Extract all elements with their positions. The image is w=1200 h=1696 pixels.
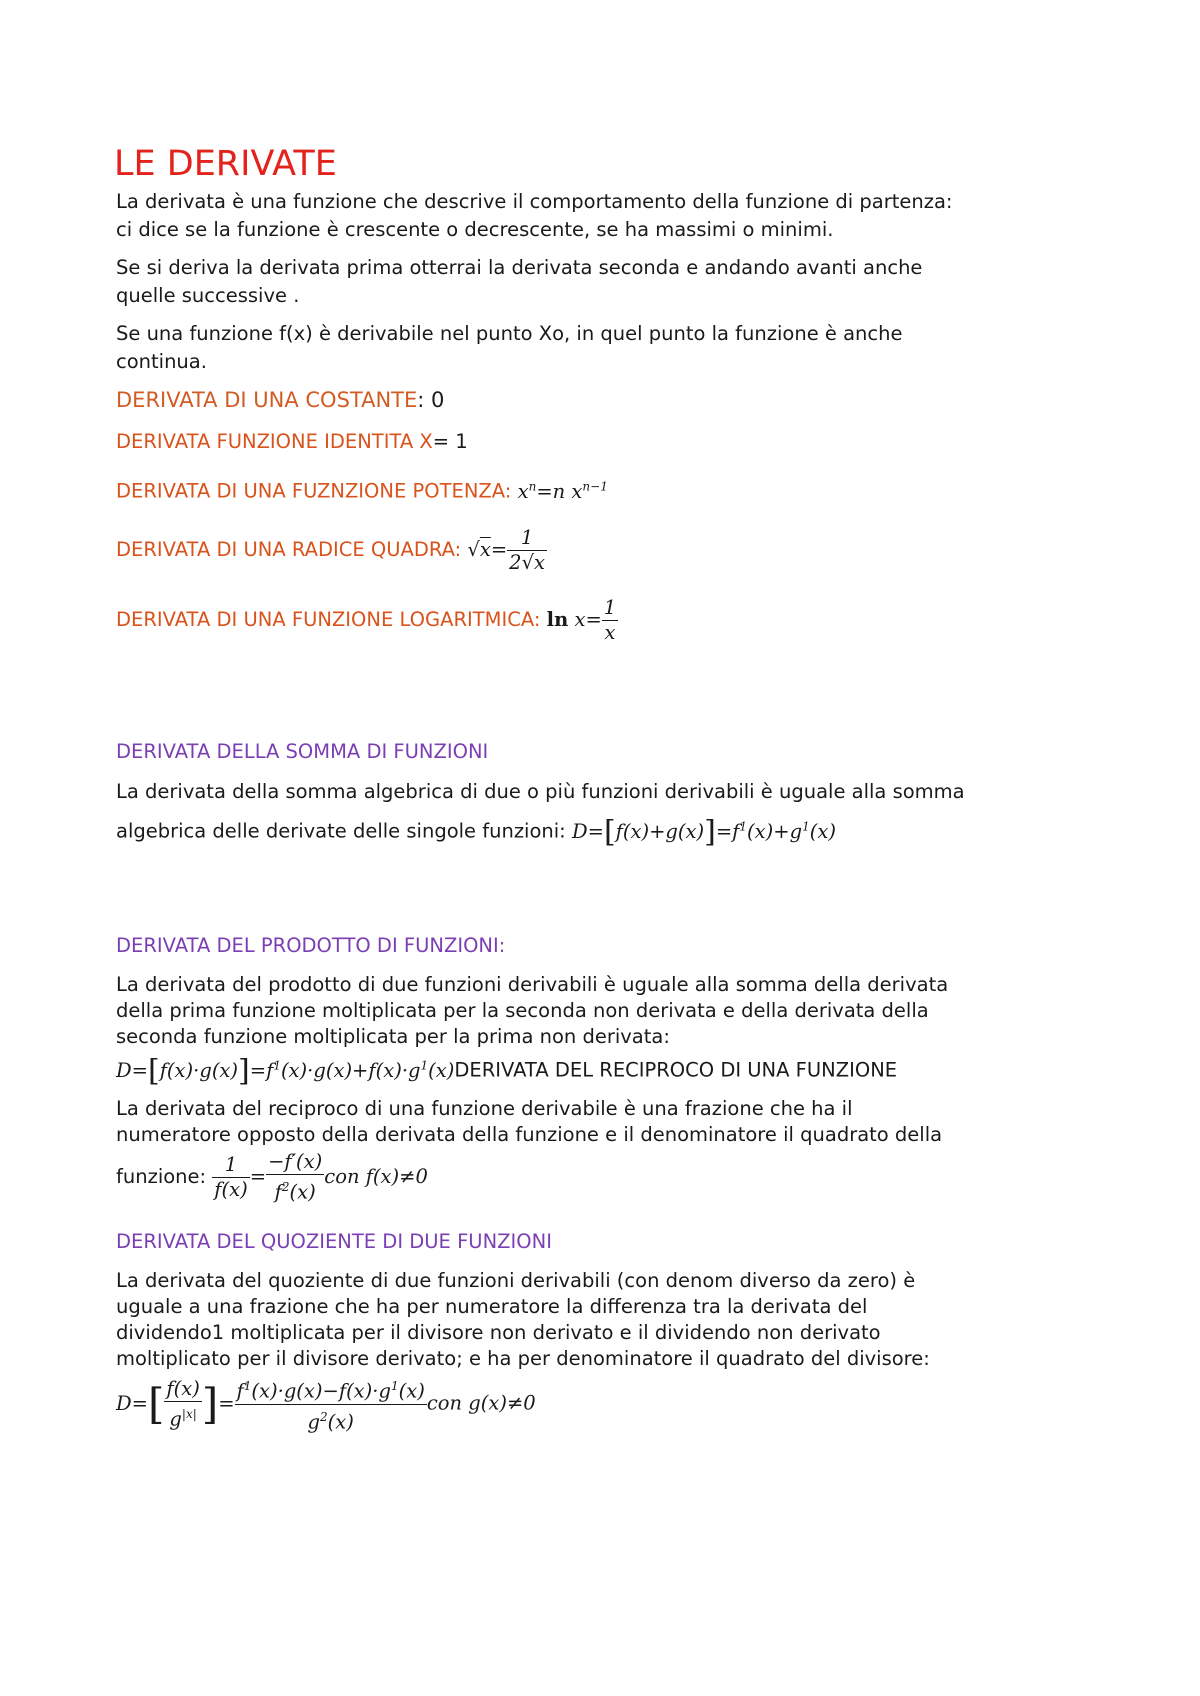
formula-somma: $D=[f(x)+g(x)]=f^1(x)+g^1(x)$ [571,814,836,849]
rule-radice: DERIVATA DI UNA RADICE QUADRA: √x= $\frac{1}{2√x}$ [116,526,545,574]
formula-condizione: con f(x)≠0 [324,1164,428,1188]
rule-identita [116,428,468,456]
fraction: $\frac{1}{x}$ [603,596,617,644]
formula-radice: √x= [467,538,508,561]
somma-paragraph: La derivata della somma algebrica di due o più funzioni derivabili è uguale alla somma algebrica delle derivate delle singole funzioni: $D=[f(x)+g(x)]=f^1(x)+g^1(x)$ [116,780,965,849]
fraction: $\frac{f(x)}{g^{|x|}}$ [166,1376,200,1431]
intro-paragraph-3: Se una funzione f(x) è derivabile nel punto Xo, in quel punto la funzione è anche continua. [116,322,903,373]
formula-prodotto: $D=[f(x)\cdot g(x)]=f^1(x)\cdot g(x)+f(x)\cdot g^1(x)$ [116,1053,455,1088]
quoziente-paragraph: La derivata del quoziente di due funzioni derivabili (con denom diverso da zero) è uguale a una frazione che ha per numeratore la differenza tra la derivata del dividendo1 moltiplicata per il divisore non derivato e il dividendo non derivato moltiplicato per il divisore derivato; e ha per denominatore il quadrato del divisore: D=[ $\frac{f(x)}{g^{|x|}}$ ]= $\frac{f^1(x)\cdot g(x)-f(x)\cdot g^1(x)}{g^2(x)}$ con g(x)≠0 [116,1269,930,1433]
section-heading-prodotto: DERIVATA DEL PRODOTTO DI FUNZIONI: [116,934,506,957]
intro-paragraph-2: Se si deriva la derivata prima otterrai la derivata seconda e andando avanti anche quelle successive . [116,256,923,307]
rule-label: DERIVATA DI UNA RADICE QUADRA [116,538,455,561]
fraction: $\frac{1}{f(x)}$ [214,1152,248,1201]
formula-logaritmo: ln x= [546,608,602,631]
rule-potenza: DERIVATA DI UNA FUZNZIONE POTENZA: $x^n=n$ $x^{n-1}$ [116,479,608,503]
rule-label: DERIVATA DI UNA COSTANTE [116,388,418,412]
fraction: $\frac{1}{2√x}$ [509,526,545,574]
formula-condizione: con g(x)≠0 [426,1391,536,1415]
fraction: $\frac{f^1(x)\cdot g(x)-f(x)\cdot g^1(x)}{g^2(x)}$ [235,1374,427,1434]
rule-label: DERIVATA DI UNA FUNZIONE LOGARITMICA [116,608,534,631]
intro-paragraph-1: La derivata è una funzione che descrive il comportamento della funzione di partenza: ci dice se la funzione è crescente o decrescente, se ha massimi o minimi. [116,190,953,241]
rule-label: DERIVATA FUNZIONE IDENTITA X [116,430,433,453]
section-heading-reciproco: DERIVATA DEL RECIPROCO DI UNA FUNZIONE [454,1058,898,1082]
formula-potenza: $x^n=n$ $x^{n-1}$ [517,479,608,503]
section-heading-somma: DERIVATA DELLA SOMMA DI FUNZIONI [116,740,489,763]
rule-value: = 1 [432,430,468,453]
formula-quoziente: D=[ [116,1379,165,1428]
reciproco-paragraph: La derivata del reciproco di una funzione derivabile è una frazione che ha il numeratore opposto della derivata della funzione e il denominatore il quadrato della funzione: $\frac{1}{f(x)}$ = $\frac{-f'(x)}{f^2(x)}$ con f(x)≠0 [116,1097,943,1204]
prodotto-paragraph: La derivata del prodotto di due funzioni derivabili è uguale alla somma della derivata della prima funzione moltiplicata per la seconda non derivata e della derivata della seconda funzione moltiplicata per la prima non derivata: $D=[f(x)\cdot g(x)]=f^1(x)\cdot g(x)+f(x)\cdot g^1(x)DERIVATA$ DEL RECIPROCO DI UNA FUNZIONE [116,973,949,1088]
rule-logaritmo: DERIVATA DI UNA FUNZIONE LOGARITMICA: ln x= $\frac{1}{x}$ [116,596,617,644]
rule-costante [116,386,444,414]
fraction: $\frac{-f'(x)}{f^2(x)}$ [268,1150,323,1204]
rule-label: DERIVATA DI UNA FUZNZIONE POTENZA [116,479,505,503]
rule-value: : 0 [417,388,445,412]
page-title: LE DERIVATE [114,144,337,184]
section-heading-quoziente: DERIVATA DEL QUOZIENTE DI DUE FUNZIONI [116,1230,552,1253]
